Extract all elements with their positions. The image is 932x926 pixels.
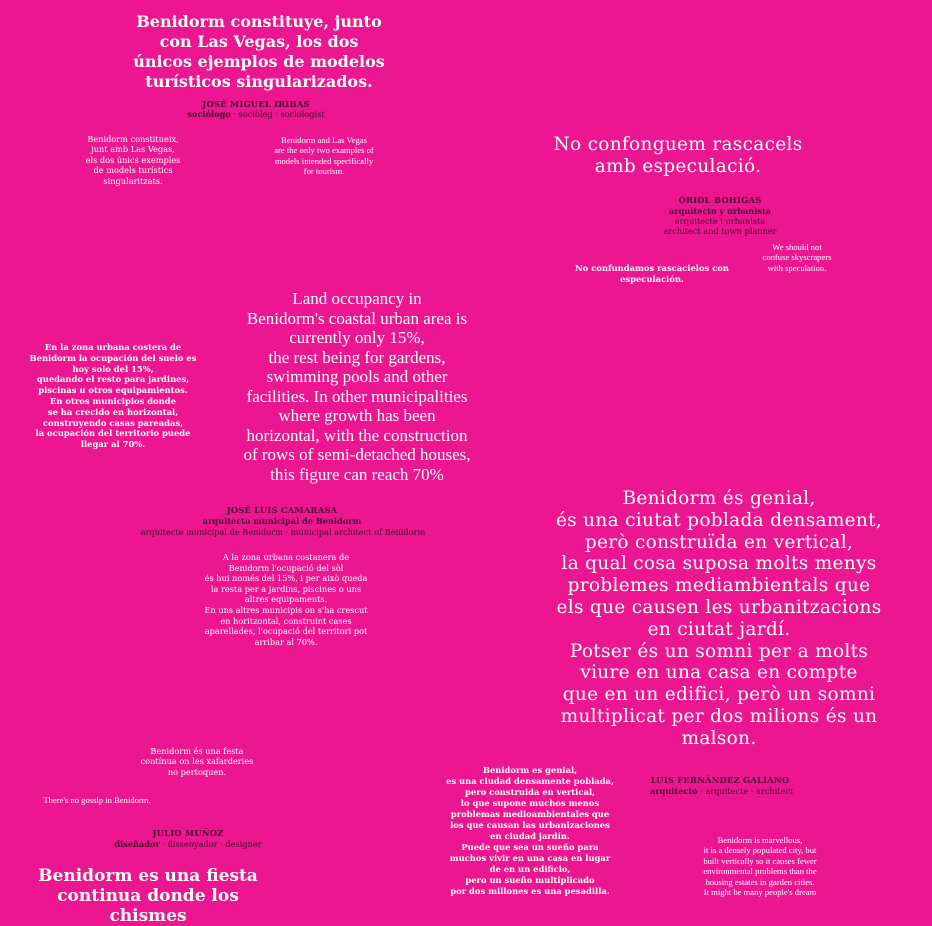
author-role-iribas [108, 109, 404, 119]
quote-munoz-main: Benidorm es una fiesta continua donde los chismes [38, 866, 258, 926]
role-spanish: diseñador [114, 839, 160, 849]
author-role-camarasa-es: arquitecto municipal de Benidorm [202, 516, 362, 526]
quote-iribas-english: Benidorm and Las Vegas are the only two examples of models intended specifically for tourism. [274, 135, 374, 177]
quote-galiano-spanish: Benidorm es genial, es una ciudad densamente poblada, pero construida en vertical, lo que supone muchos menos problemas medioambientales que los que causan las urbanizaciones en ciudad jardín. Puede que sea un sueño para muchos vivir en una casa en lugar de en un edificio, pero un sueño multiplicado por dos millones es una pesadilla. [446, 765, 614, 896]
quote-munoz-catalan: Benidorm és una festa contínua on les xafarderies no pertoquen. [140, 746, 254, 777]
role-other: · dissenyador · designer [159, 839, 262, 849]
author-name-iribas: JOSÉ MIGUEL IRIBAS [202, 99, 310, 109]
role-other: · arquitecte · architect [697, 786, 794, 796]
quote-bohigas-main: No confonguem rascacels amb especulació. [553, 134, 803, 177]
author-name-munoz: JULIO MUÑOZ [152, 828, 224, 838]
quote-camarasa-catalan: A la zona urbana costanera de Benidorm l'ocupació del sòl és hui només del 15%, i per això queda la resta per a jardins, piscines o uns altres equipaments. En uns altres municipis on s'ha crescut en horitzontal, construint cases aparellades, l'ocupació del territori pot arribar al 70%. [204, 552, 368, 647]
author-role-bohigas-es: arquitecto y urbanista [668, 206, 772, 216]
role-other: · sociòleg · sociologist [230, 109, 325, 119]
role-spanish: sociólogo [187, 109, 231, 119]
author-name-bohigas: ORIOL BOHIGAS [678, 195, 762, 205]
quote-galiano-main: Benidorm és genial, és una ciutat poblada densament, però construïda en vertical, la qual cosa suposa molts menys problemes mediambientals que els que causen les urbanitzacions en ciutat jardí. Potser és un somni per a molts viure en una casa en compte que en un edifici, però un somni multiplicat per dos milions és un malson. [555, 488, 883, 749]
quote-galiano-english: Benidorm is marvellous, it is a densely populated city, but built vertically so it causes fewer environmental problems than the housing estates in garden cities. It might be many people's dream [703, 835, 817, 898]
author-role-bohigas-en: architect and town planner [663, 226, 777, 236]
author-role-bohigas-ca: arquitecte i urbanista [674, 216, 766, 226]
quote-munoz-english: There's no gossip in Benidorm. [43, 795, 151, 805]
quote-camarasa-spanish: En la zona urbana costera de Benidorm la ocupación del suelo es hoy solo del 15%, quedando el resto para jardines, piscinas u otros equipamientos. En otros municipios donde se ha crecido en horizontal, construyendo casas pareadas, la ocupación del territorio puede llegar al 70%. [29, 342, 197, 450]
quote-iribas-main: Benidorm constituye, junto con Las Vegas, los dos únicos ejemplos de modelos turísticos singularizados. [133, 12, 385, 91]
author-role-camarasa-other: arquitecte municipal de Benidorm · municipal architect of Benidorm [140, 527, 426, 537]
quote-iribas-catalan: Benidorm constitueix, junt amb Las Vegas, els dos únics exemples de models turístics singularitzats. [85, 134, 181, 186]
author-name-camarasa: JOSÉ LUIS CAMARASA [226, 505, 338, 515]
quote-bohigas-spanish: No confundamos rascacielos con especulación. [575, 263, 729, 284]
quote-bohigas-english: We should not confuse skyscrapers with speculation. [762, 242, 832, 273]
author-name-galiano: LUIS FERNÁNDEZ GALIANO [650, 775, 790, 785]
author-role-galiano [650, 786, 846, 796]
role-spanish: arquitecto [650, 786, 698, 796]
quote-camarasa-main: Land occupancy in Benidorm's coastal urban area is currently only 15%, the rest being for gardens, swimming pools and other facilities. In other municipalities where growth has been horizontal, with the construction of rows of semi-detached houses, this figure can reach 70% [243, 289, 471, 484]
author-role-munoz [98, 839, 278, 849]
